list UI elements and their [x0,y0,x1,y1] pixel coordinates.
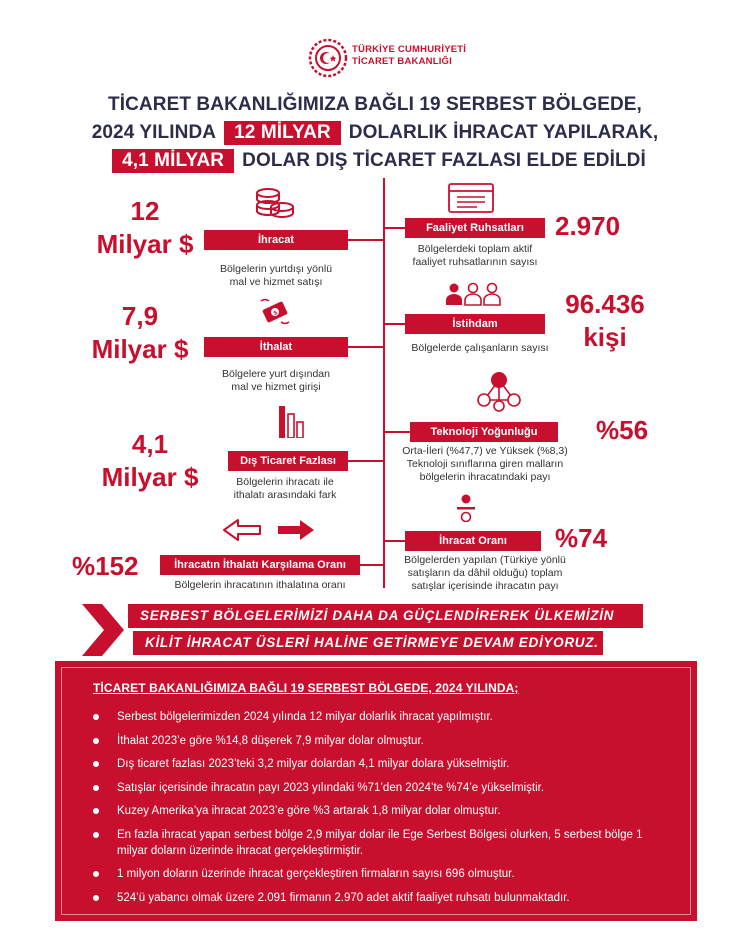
logo-line-2: TİCARET BAKANLIĞI [352,56,452,67]
svg-text:$: $ [273,310,279,318]
export-desc-line-1: Bölgelerin yurtdışı yönlü [219,263,333,275]
summary-item: 524’ü yabancı olmak üzere 2.091 firmanın 2.970 adet aktif faaliyet ruhsatı bulunmaktadır. [77,890,667,906]
summary-item: Dış ticaret fazlası 2023’teki 3,2 milyar dolardan 4,1 milyar dolara yükselmiştir. [77,756,667,772]
licenses-desc-line-1: Bölgelerdeki toplam aktif [417,243,533,255]
import-desc-line-2: mal ve hizmet girişi [231,381,321,393]
export-description [196,263,356,289]
technology-network-icon [474,370,524,414]
export-value-unit: Milyar $ [96,229,194,259]
flying-money-icon [257,297,293,327]
export-value-number: 12 [130,196,160,226]
center-divider-line [383,178,385,588]
employment-value-unit: kişi [583,322,627,352]
banner-line-2: KİLİT İHRACAT ÜSLERİ HALİNE GETİRMEYE DEVAM EDİYORUZ. [133,631,603,655]
import-value-unit: Milyar $ [91,334,189,364]
headline-line-2 [0,119,750,146]
licenses-description [395,243,555,269]
export-value [60,195,230,261]
trade-surplus-label: Dış Ticaret Fazlası [228,451,348,471]
technology-label: Teknoloji Yoğunluğu [410,422,558,442]
employment-connector [385,323,405,325]
summary-list [77,709,667,913]
headline-tag-4-1-billion: 4,1 MİLYAR [112,149,234,173]
licenses-value: 2.970 [555,211,621,241]
summary-item: Kuzey Amerika’ya ihracat 2023’e göre %3 artarak 1,8 milyar dolar olmuştur. [77,803,667,819]
export-ratio-desc-line-1: Bölgelerden yapılan (Türkiye yönlü [404,554,566,566]
headline-line-3 [0,147,750,174]
employment-description: Bölgelerde çalışanların sayısı [411,342,549,354]
summary-item: Serbest bölgelerimizden 2024 yılında 12 milyar dolarlık ihracat yapılmıştır. [77,709,667,725]
ministry-emblem-icon [308,38,348,78]
export-ratio-label: İhracat Oranı [405,531,541,551]
export-label: İhracat [204,230,348,250]
import-desc-line-1: Bölgelere yurt dışından [222,368,330,380]
technology-description [385,445,585,484]
technology-connector [385,431,410,433]
bar-chart-icon [277,402,307,438]
coverage-ratio-label: İhracatın İthalatı Karşılama Oranı [160,555,360,575]
licenses-desc-line-2: faaliyet ruhsatlarının sayısı [412,256,538,268]
summary-item: Satışlar içerisinde ihracatın payı 2023 yılındaki %71’den 2024’te %74’e yükselmiştir. [77,780,667,796]
trade-surplus-desc-line-2: ithalatı arasındaki fark [233,489,337,501]
headline-line-1: TİCARET BAKANLIĞIMIZA BAĞLI 19 SERBEST BÖLGEDE, [108,94,642,115]
logo-line-1: TÜRKİYE CUMHURİYETİ [352,44,467,55]
export-ratio-description [385,554,585,593]
employees-icon [445,282,501,306]
import-value [55,300,225,366]
ministry-logo-text [352,44,466,68]
chevron-right-icon [80,602,126,658]
summary-item: İthalat 2023’e göre %14,8 düşerek 7,9 milyar dolar olmuştur. [77,733,667,749]
technology-desc-line-1: Orta-İleri (%47,7) ve Yüksek (%8,3) [402,445,568,457]
trade-surplus-description [210,476,360,502]
summary-item: 1 milyon doların üzerinde ihracat gerçekleştiren firmaların sayısı 696 olmuştur. [77,866,667,882]
import-value-number: 7,9 [121,301,159,331]
export-connector [348,239,383,241]
trade-surplus-desc-line-1: Bölgelerin ihracatı ile [236,476,334,488]
trade-surplus-value-number: 4,1 [131,429,169,459]
employment-label: İstihdam [405,314,545,334]
import-connector [348,346,383,348]
technology-desc-line-2: Teknoloji sınıflarına giren malların [406,458,564,470]
licenses-label: Faaliyet Ruhsatları [405,218,545,238]
coverage-ratio-connector [360,564,383,566]
export-ratio-desc-line-2: satışların da dâhil olduğu) toplam [407,567,563,579]
import-label: İthalat [204,337,348,357]
coverage-ratio-description: Bölgelerin ihracatının ithalatına oranı [174,579,346,591]
headline-line-2-suffix: DOLARLIK İHRACAT YAPILARAK, [348,122,659,143]
export-ratio-desc-line-3: satışlar içerisinde ihracatın payı [411,580,559,592]
export-ratio-connector [385,540,405,542]
technology-desc-line-3: bölgelerin ihracatındaki payı [419,471,551,483]
headline-line-3-suffix: DOLAR DIŞ TİCARET FAZLASI ELDE EDİLDİ [242,150,646,171]
licenses-connector [385,227,405,229]
import-description [196,368,356,394]
trade-surplus-value-unit: Milyar $ [101,462,199,492]
banner-line-1: SERBEST BÖLGELERİMİZİ DAHA DA GÜÇLENDİREREK ÜLKEMİZİN [128,604,643,628]
headline-tag-12-billion: 12 MİLYAR [224,121,341,145]
summary-item: En fazla ihracat yapan serbest bölge 2,9 milyar dolar ile Ege Serbest Bölgesi olurken, 5 serbest bölge 1 milyar doların üzerinde ihracat gerçekleştirmiştir. [77,827,667,859]
coverage-ratio-value: %152 [72,551,139,581]
technology-value: %56 [596,415,649,445]
ratio-divide-icon [456,494,476,522]
export-ratio-value: %74 [555,523,608,553]
summary-title: TİCARET BAKANLIĞIMIZA BAĞLI 19 SERBEST BÖLGEDE, 2024 YILINDA; [93,681,519,695]
employment-value-number: 96.436 [565,289,645,319]
exchange-arrows-icon [222,518,316,542]
summary-box [55,661,697,921]
coins-icon [250,185,300,225]
headline-line-2-prefix: 2024 YILINDA [91,122,217,143]
trade-surplus-connector [348,460,383,462]
license-document-icon [447,182,495,214]
export-desc-line-2: mal ve hizmet satışı [229,276,323,288]
